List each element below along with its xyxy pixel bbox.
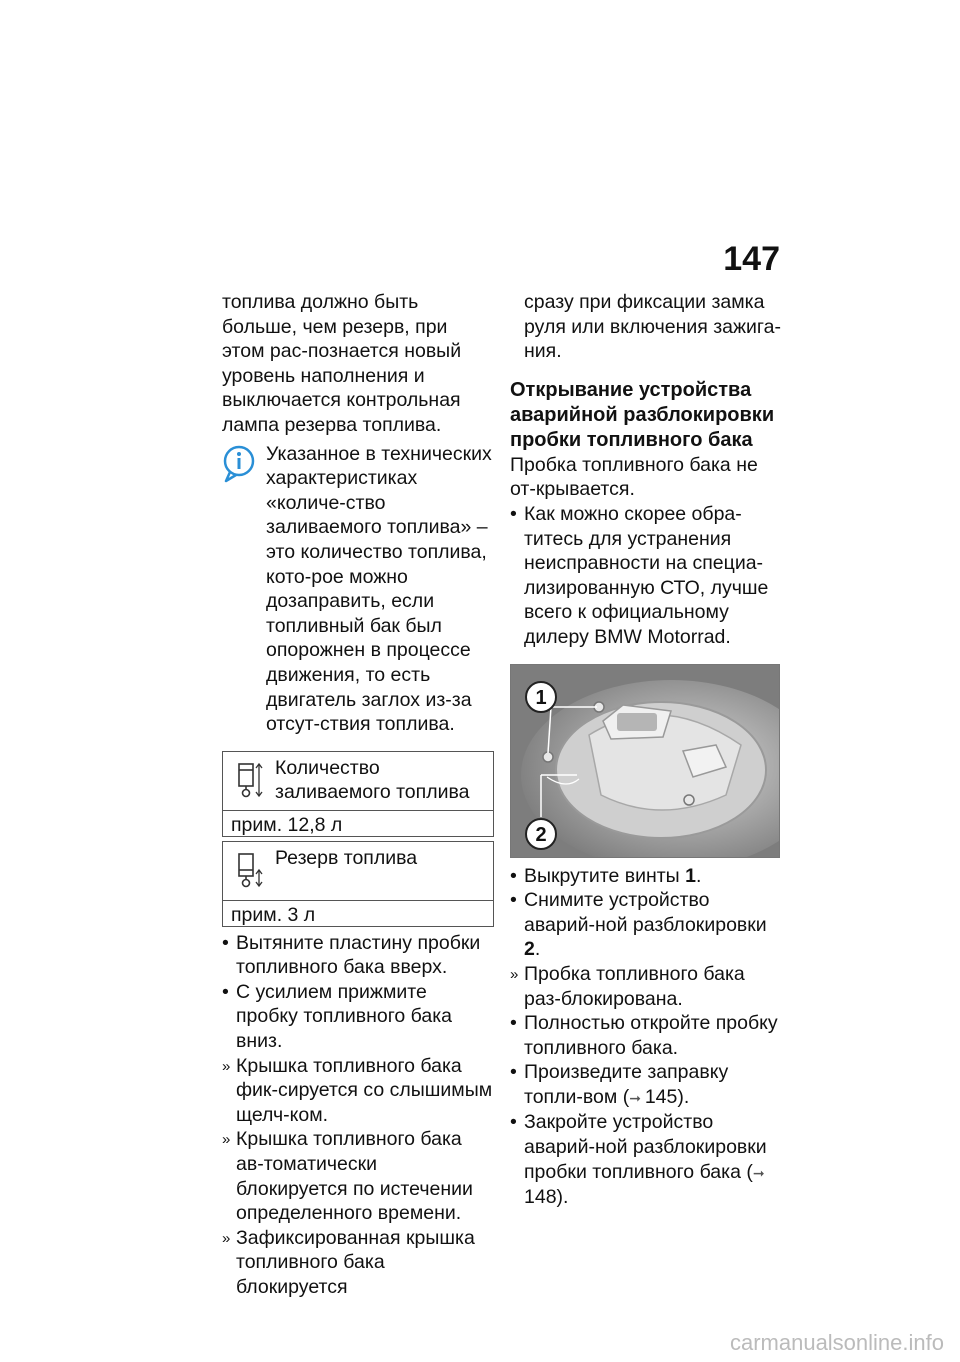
- list-item: » Крышка топливного бака фик-сируется со слышимым щелч-ком.: [222, 1054, 493, 1126]
- fuel-cap-photo: [510, 664, 780, 858]
- page-ref-arrow-icon: ➞: [752, 1164, 765, 1181]
- list-item: • Произведите заправку топли-вом (➞ 145).: [510, 1061, 729, 1108]
- list-item: • Вытяните пластину пробки топливного бака вверх.: [222, 931, 481, 979]
- list-item: • Выкрутите винты 1.: [510, 864, 702, 887]
- fuel-level-icon: [237, 760, 263, 800]
- list-item: • С усилием прижмите пробку топливного бака вниз.: [222, 980, 453, 1053]
- fuel-reserve-icon: [237, 850, 263, 890]
- fuel-cap-illustration: [511, 665, 779, 857]
- spec-fuel-reserve: [222, 841, 494, 927]
- spec-value: прим. 12,8 л: [231, 813, 343, 836]
- info-note: [222, 442, 494, 737]
- list-item: » Пробка топливного бака раз-блокирована.: [510, 962, 745, 1010]
- watermark: carmanualsonline.info: [729, 1330, 944, 1355]
- list-item: • Полностью откройте пробку топливного бака.: [510, 1012, 778, 1059]
- note-text: Указанное в технических характеристиках «количе-ство заливаемого топлива» – это количество топлива, кото-рое можно дозаправить, если топливный бак был опорожнен в процессе движения, то есть двигатель заглох из-за отсут-ствия топлива.: [266, 442, 492, 736]
- intro-paragraph: топлива должно быть больше, чем резерв, при этом рас-познается новый уровень наполнения и выключается контрольная лампа резерва топлива.: [222, 291, 462, 436]
- spec-label: Резерв топлива: [275, 846, 418, 869]
- problem-text: Пробка топливного бака не от-крывается.: [510, 453, 758, 501]
- left-column: [222, 290, 494, 1300]
- list-item: • Снимите устройство аварий-ной разблокировки 2.: [510, 889, 767, 961]
- right-steps-list: [510, 864, 782, 1210]
- left-steps-list: [222, 931, 494, 1300]
- list-item: » Зафиксированная крышка топливного бака блокируется: [222, 1226, 475, 1298]
- continuation-text: сразу при фиксации замка руля или включения зажига-ния.: [524, 291, 781, 363]
- page-ref-arrow-icon: ➞: [629, 1089, 645, 1106]
- advice-list: [510, 502, 782, 650]
- section-heading: Открывание устройства аварийной разблокировки пробки топливного бака: [510, 378, 775, 451]
- right-column: [510, 290, 782, 1210]
- list-item: • Закройте устройство аварий-ной разблокировки пробки топливного бака (➞ 148).: [510, 1111, 767, 1209]
- list-item: » Крышка топливного бака ав-томатически блокируется по истечении определенного времени.: [222, 1128, 473, 1225]
- callout-2: 2: [535, 823, 547, 846]
- spec-value: прим. 3 л: [231, 903, 316, 926]
- info-icon: [222, 444, 260, 484]
- page-number: 147: [723, 240, 780, 278]
- list-item: • Как можно скорее обра-титесь для устранения неисправности на специа-лизированную СТО, лучше всего к официальному дилеру BMW Motorrad.: [510, 502, 769, 648]
- spec-label: Количество заливаемого топлива: [275, 756, 470, 804]
- spec-fuel-capacity: [222, 751, 494, 837]
- callout-1: 1: [535, 686, 547, 709]
